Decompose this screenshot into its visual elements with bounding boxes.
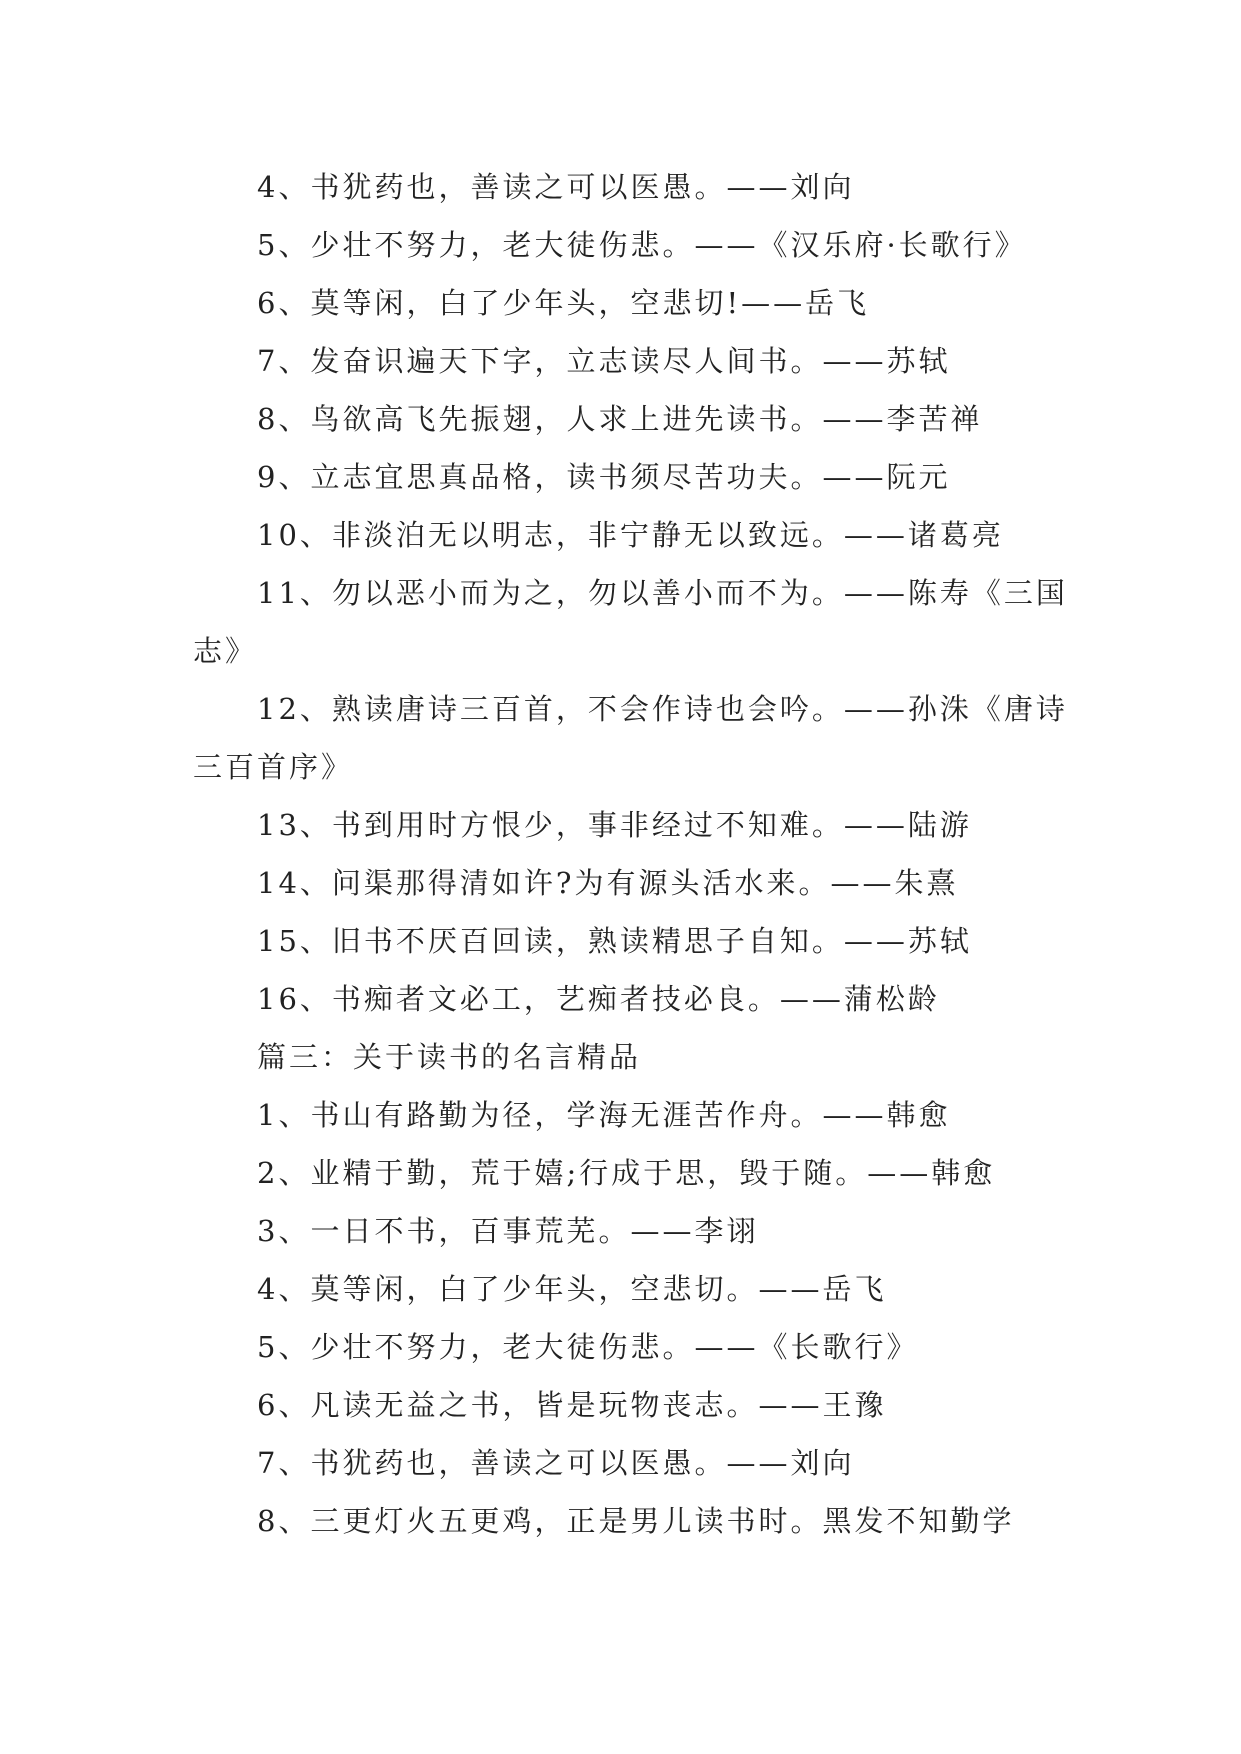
quote-line: 5、少壮不努力，老大徒伤悲。——《汉乐府·长歌行》 (257, 228, 1027, 262)
quote-line: 4、莫等闲，白了少年头，空悲切。——岳飞 (257, 1272, 887, 1306)
quote-line: 7、书犹药也，善读之可以医愚。——刘向 (257, 1446, 855, 1480)
quote-line: 5、少壮不努力，老大徒伤悲。——《长歌行》 (257, 1330, 919, 1364)
quote-line: 11、勿以恶小而为之，勿以善小而不为。——陈寿《三国志》 (193, 576, 1068, 668)
quote-line: 9、立志宜思真品格，读书须尽苦功夫。——阮元 (257, 460, 951, 494)
quote-line: 3、一日不书，百事荒芜。——李诩 (257, 1214, 759, 1248)
quote-line: 13、书到用时方恨少，事非经过不知难。——陆游 (257, 808, 972, 842)
quote-line: 6、凡读无益之书，皆是玩物丧志。——王豫 (257, 1388, 887, 1422)
quote-line: 12、熟读唐诗三百首，不会作诗也会吟。——孙洙《唐诗三百首序》 (193, 692, 1068, 784)
section-heading: 篇三：关于读书的名言精品 (257, 1040, 642, 1074)
quote-line: 2、业精于勤，荒于嬉;行成于思，毁于随。——韩愈 (257, 1156, 996, 1190)
quote-line: 15、旧书不厌百回读，熟读精思子自知。——苏轼 (257, 924, 972, 958)
quote-line: 10、非淡泊无以明志，非宁静无以致远。——诸葛亮 (257, 518, 1004, 552)
document-body (193, 158, 1073, 1550)
quote-line: 7、发奋识遍天下字，立志读尽人间书。——苏轼 (257, 344, 951, 378)
quote-line: 1、书山有路勤为径，学海无涯苦作舟。——韩愈 (257, 1098, 951, 1132)
quote-line: 6、莫等闲，白了少年头，空悲切!——岳飞 (257, 286, 870, 320)
quote-line: 16、书痴者文必工，艺痴者技必良。——蒲松龄 (257, 982, 940, 1016)
quote-line: 14、问渠那得清如许?为有源头活水来。——朱熹 (257, 866, 959, 900)
quote-line: 4、书犹药也，善读之可以医愚。——刘向 (257, 170, 855, 204)
quote-line: 8、三更灯火五更鸡，正是男儿读书时。黑发不知勤学 (257, 1504, 1015, 1538)
quote-line: 8、鸟欲高飞先振翅，人求上进先读书。——李苦禅 (257, 402, 983, 436)
